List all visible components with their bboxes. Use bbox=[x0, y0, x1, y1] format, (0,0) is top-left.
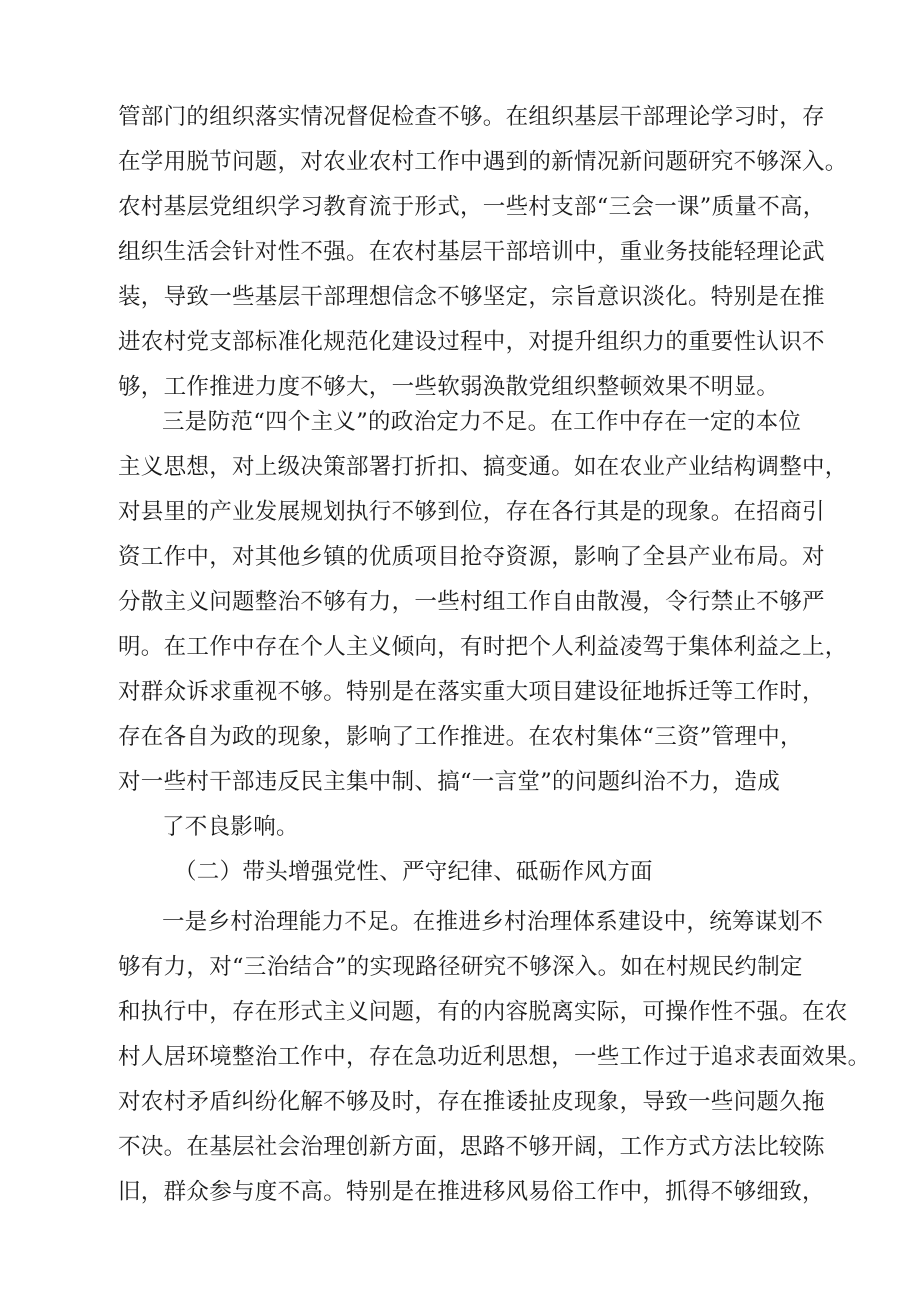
text-line-14: 对群众诉求重视不够。特别是在落实重大项目建设征地拆迁等工作时， bbox=[118, 679, 825, 705]
text-line-7: 够，工作推进力度不够大，一些软弱涣散党组织整顿效果不明显。 bbox=[118, 374, 780, 400]
text-line-17: 了不良影响。 bbox=[162, 814, 299, 840]
text-line-21: 和执行中，存在形式主义问题，有的内容脱离实际，可操作性不强。在农 bbox=[118, 999, 848, 1025]
text-line-20: 够有力，对“三治结合”的实现路径研究不够深入。如在村规民约制定 bbox=[118, 954, 803, 980]
text-line-15: 存在各自为政的现象，影响了工作推进。在农村集体“三资”管理中， bbox=[118, 724, 803, 750]
text-line-25: 旧，群众参与度不高。特别是在推进移风易俗工作中，抓得不够细致， bbox=[118, 1179, 825, 1205]
paragraph-one-start: 一是乡村治理能力不足。在推进乡村治理体系建设中，统筹谋划不 bbox=[162, 909, 824, 935]
text-line-9: 主义思想，对上级决策部署打折扣、搞变通。如在农业产业结构调整中， bbox=[118, 454, 848, 480]
text-line-6: 进农村党支部标准化规范化建设过程中，对提升组织力的重要性认识不 bbox=[118, 329, 825, 355]
section-heading: （二）带头增强党性、严守纪律、砥砺作风方面 bbox=[174, 859, 653, 885]
text-line-24: 不决。在基层社会治理创新方面，思路不够开阔，工作方式方法比较陈 bbox=[118, 1134, 825, 1160]
text-line-5: 装，导致一些基层干部理想信念不够坚定，宗旨意识淡化。特别是在推 bbox=[118, 284, 825, 310]
text-line-10: 对县里的产业发展规划执行不够到位，存在各行其是的现象。在招商引 bbox=[118, 499, 825, 525]
text-line-12: 分散主义问题整治不够有力，一些村组工作自由散漫，令行禁止不够严 bbox=[118, 589, 825, 615]
text-line-1: 管部门的组织落实情况督促检查不够。在组织基层干部理论学习时，存 bbox=[118, 104, 825, 130]
text-line-13: 明。在工作中存在个人主义倾向，有时把个人利益凌驾于集体利益之上， bbox=[118, 634, 848, 660]
paragraph-three-start: 三是防范“四个主义”的政治定力不足。在工作中存在一定的本位 bbox=[162, 409, 802, 435]
text-line-4: 组织生活会针对性不强。在农村基层干部培训中，重业务技能轻理论武 bbox=[118, 239, 825, 265]
text-line-3: 农村基层党组织学习教育流于形式，一些村支部“三会一课”质量不高， bbox=[118, 194, 826, 220]
text-line-22: 村人居环境整治工作中，存在急功近利思想，一些工作过于追求表面效果。 bbox=[118, 1044, 871, 1070]
text-line-23: 对农村矛盾纠纷化解不够及时，存在推诿扯皮现象，导致一些问题久拖 bbox=[118, 1089, 825, 1115]
text-line-2: 在学用脱节问题，对农业农村工作中遇到的新情况新问题研究不够深入。 bbox=[118, 149, 848, 175]
text-line-11: 资工作中，对其他乡镇的优质项目抢夺资源，影响了全县产业布局。对 bbox=[118, 544, 825, 570]
text-line-16: 对一些村干部违反民主集中制、搞“一言堂”的问题纠治不力，造成 bbox=[118, 769, 781, 795]
